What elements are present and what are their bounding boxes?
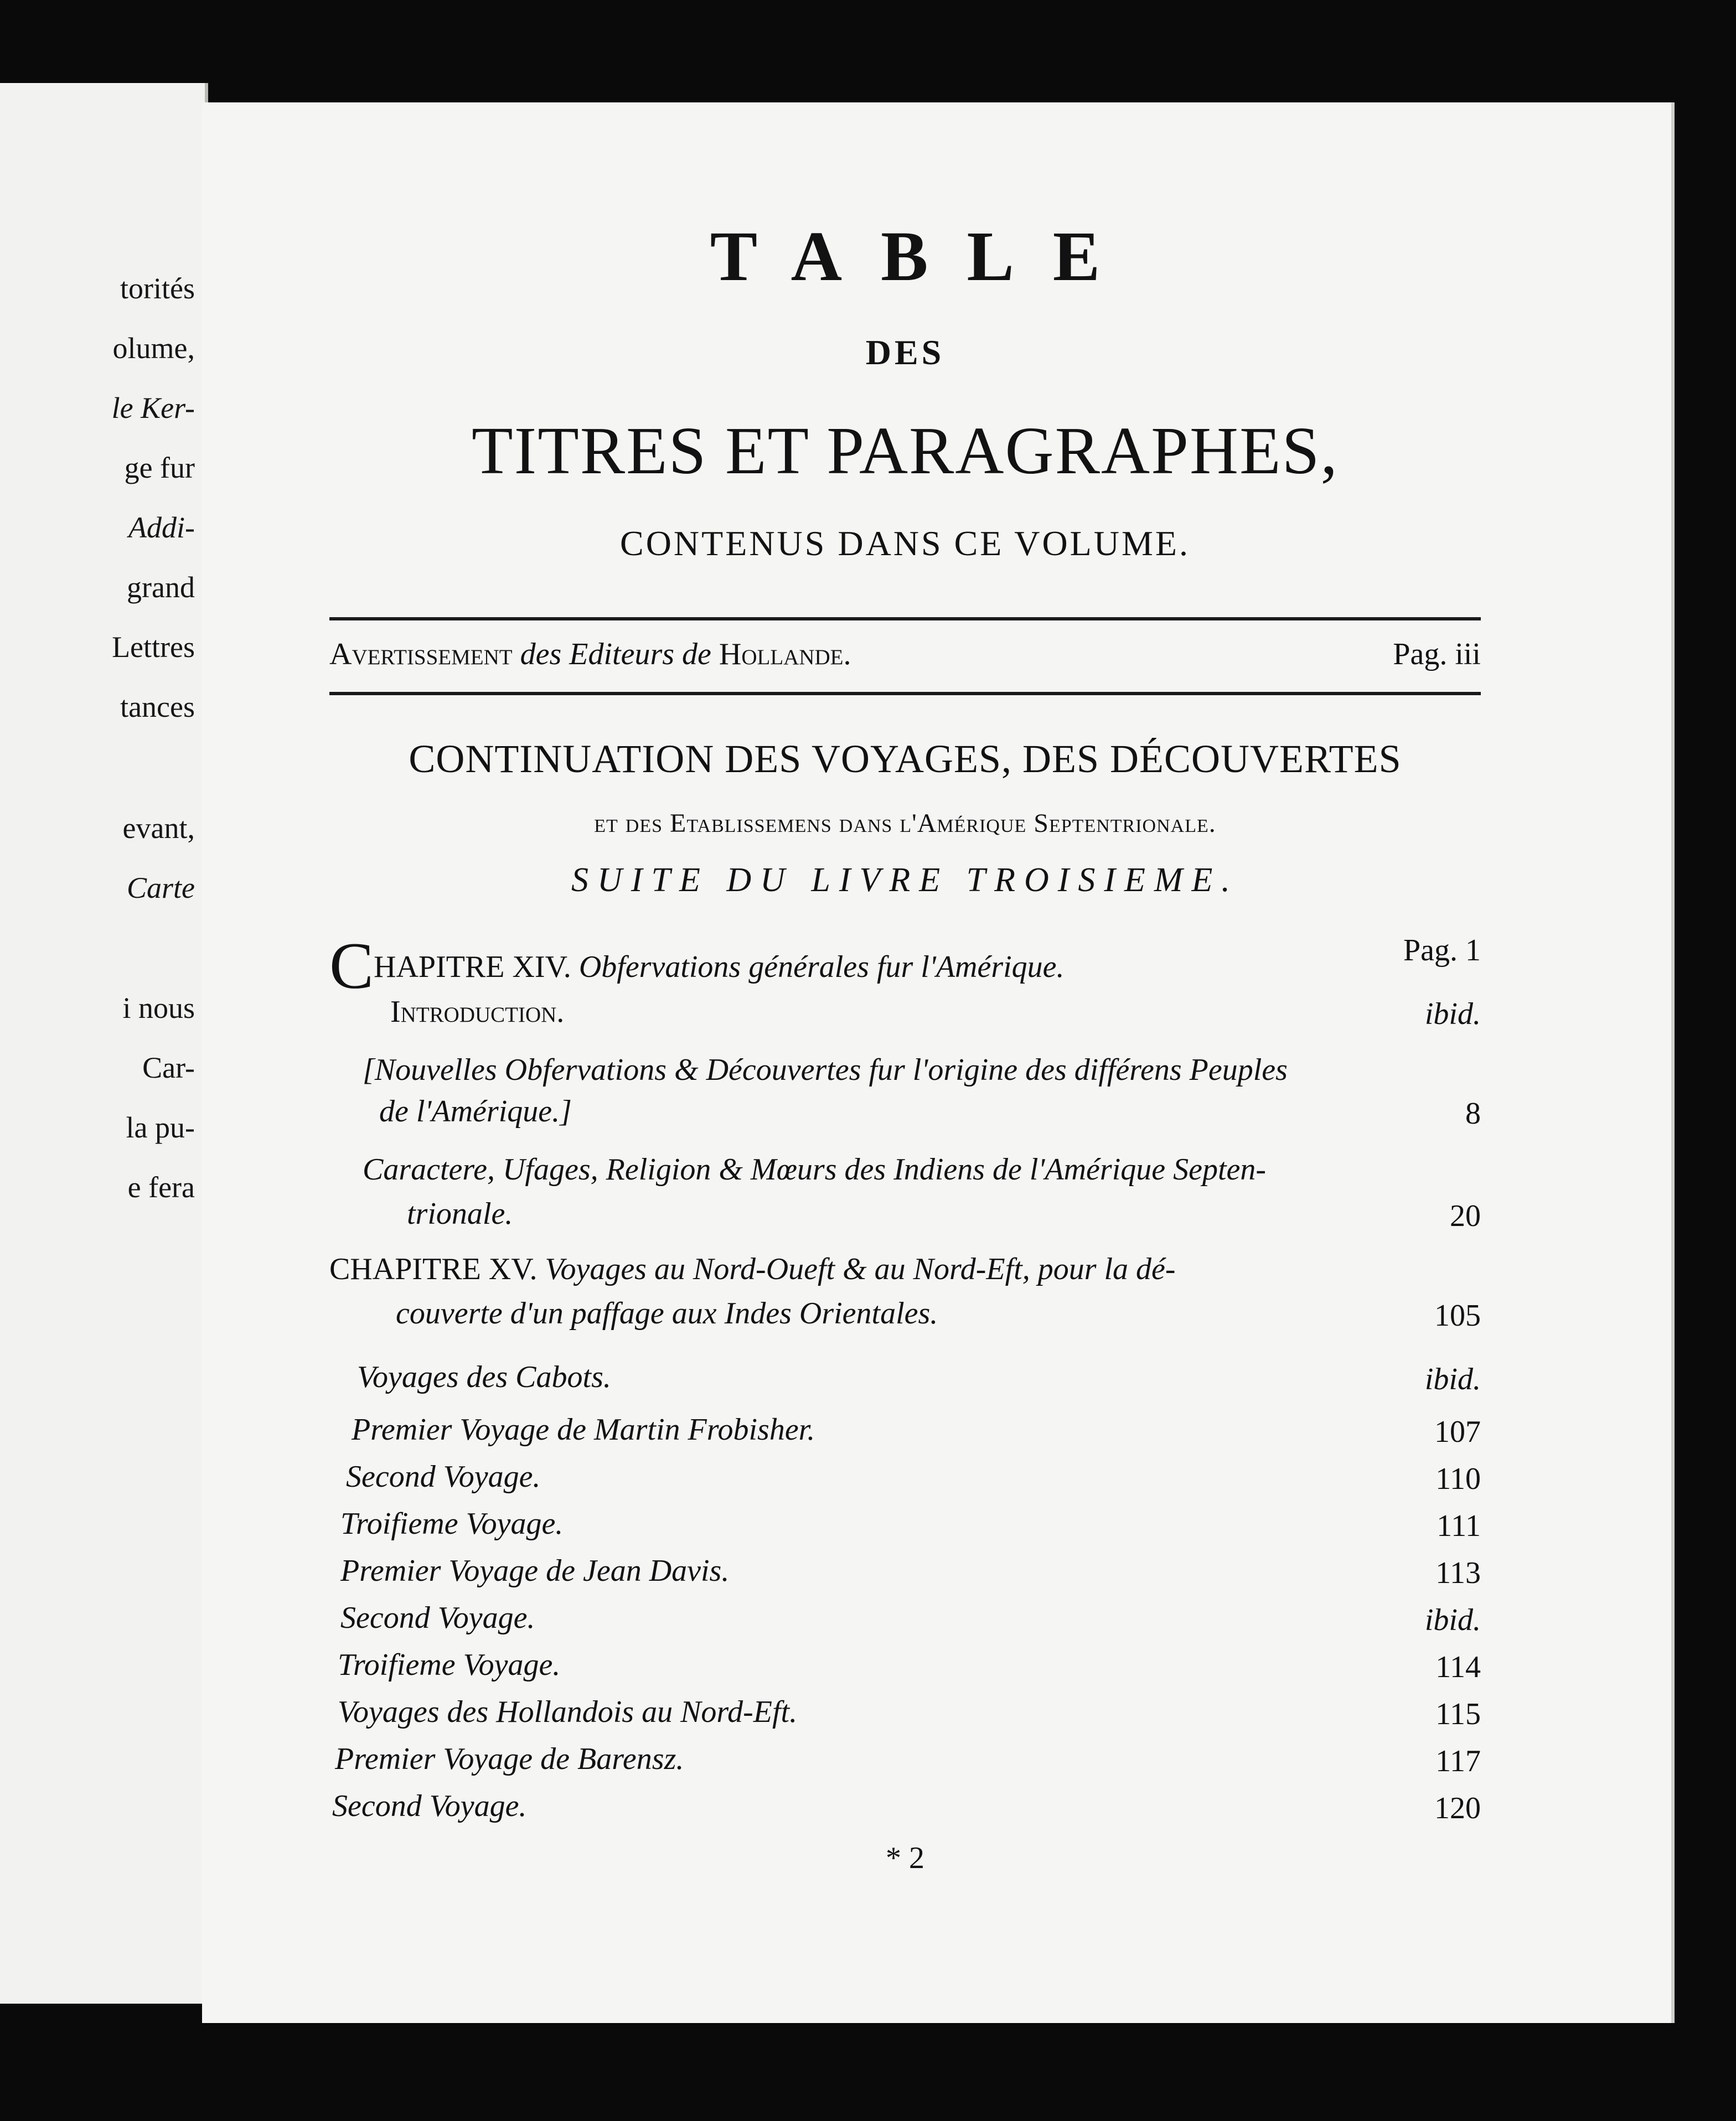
- page-content: [329, 102, 1481, 1984]
- section-heading: CONTINUATION DES VOYAGES, DES DÉCOUVERTES: [409, 737, 1402, 781]
- entry-title: Voyages au Nord-Oueft & au Nord-Eft, pour la dé-: [545, 1252, 1176, 1286]
- left-fragment: e fera: [127, 1171, 195, 1204]
- left-fragment: Car-: [142, 1051, 195, 1084]
- signature-mark: * 2: [886, 1841, 924, 1875]
- entry-title: Premier Voyage de Jean Davis.: [340, 1554, 730, 1588]
- entry-title: Introduction.: [390, 995, 565, 1029]
- entry-title: Obfervations générales fur l'Amérique.: [578, 950, 1065, 984]
- left-fragment: grand: [127, 571, 195, 604]
- entry-title: Premier Voyage de Martin Frobisher.: [352, 1413, 815, 1447]
- avertissement-hollande: Hollande.: [719, 637, 851, 671]
- page-number: ibid.: [1424, 1362, 1481, 1396]
- left-fragment: torités: [120, 272, 195, 305]
- top-rule: [329, 617, 1481, 620]
- left-fragment: evant,: [122, 811, 195, 845]
- page-number: 20: [1450, 1199, 1481, 1233]
- title-des: DES: [865, 333, 945, 372]
- avertissement-text: des Editeurs de: [520, 637, 711, 671]
- title-table: TABLE: [710, 217, 1139, 296]
- left-fragment: ge fur: [124, 451, 195, 484]
- entry-title: Premier Voyage de Barensz.: [335, 1742, 684, 1776]
- page-number: Pag. 1: [1403, 933, 1481, 968]
- page-number: 107: [1434, 1415, 1481, 1449]
- subtitle-contenus: CONTENUS DANS CE VOLUME.: [620, 524, 1190, 563]
- bottom-rule: [329, 692, 1481, 695]
- entry-title: Troifieme Voyage.: [338, 1648, 561, 1682]
- entry-title: Second Voyage.: [346, 1460, 541, 1494]
- left-fragment: olume,: [112, 332, 195, 365]
- entry-title: Voyages des Cabots.: [357, 1360, 611, 1394]
- title-titres: TITRES ET PARAGRAPHES,: [472, 413, 1339, 488]
- entry-title: couverte d'un paffage aux Indes Orientales.: [396, 1296, 938, 1331]
- avertissement-label: Avertissement: [329, 637, 513, 671]
- left-fragment: Carte: [126, 871, 195, 904]
- page-number: Pag. iii: [1393, 637, 1481, 671]
- entry-title: Troifieme Voyage.: [340, 1507, 564, 1541]
- entry-title: de l'Amérique.]: [379, 1094, 572, 1129]
- page-number: 8: [1465, 1096, 1481, 1131]
- page-number: 113: [1435, 1556, 1481, 1590]
- section-subheading: et des Etablissemens dans l'Amérique Septentrionale.: [594, 809, 1216, 838]
- entry-title: Second Voyage.: [340, 1601, 535, 1635]
- left-fragment: Addi-: [128, 511, 195, 544]
- entry-title: Second Voyage.: [332, 1789, 527, 1823]
- page-number: 117: [1435, 1744, 1481, 1778]
- left-fragment: i nous: [122, 991, 195, 1025]
- left-fragment: la pu-: [126, 1111, 195, 1144]
- page-number: 120: [1434, 1791, 1481, 1825]
- entry-title: [Nouvelles Obfervations & Découvertes fur l'origine des différens Peuples: [363, 1053, 1288, 1087]
- book-page: [202, 102, 1675, 2023]
- chapter-label: HAPITRE XIV.: [374, 950, 571, 984]
- left-fragment: le Ker-: [111, 391, 195, 425]
- drop-cap: C: [329, 929, 374, 1002]
- page-number: ibid.: [1424, 997, 1481, 1031]
- left-fragment: tances: [120, 690, 195, 723]
- page-number: 105: [1434, 1299, 1481, 1333]
- page-number: 110: [1435, 1462, 1481, 1496]
- entry-title: trionale.: [407, 1197, 513, 1231]
- page-number: ibid.: [1424, 1603, 1481, 1637]
- entry-title: Caractere, Ufages, Religion & Mœurs des Indiens de l'Amérique Septen-: [363, 1152, 1267, 1187]
- page-number: 114: [1435, 1650, 1481, 1684]
- left-facing-page: [0, 83, 208, 2004]
- book-heading: SUITE DU LIVRE TROISIEME.: [571, 861, 1239, 899]
- chapter-label: CHAPITRE XV.: [329, 1252, 538, 1286]
- entry-title: Voyages des Hollandois au Nord-Eft.: [338, 1695, 798, 1729]
- page-number: 111: [1437, 1509, 1481, 1543]
- page-number: 115: [1435, 1697, 1481, 1731]
- left-fragment: Lettres: [112, 630, 195, 664]
